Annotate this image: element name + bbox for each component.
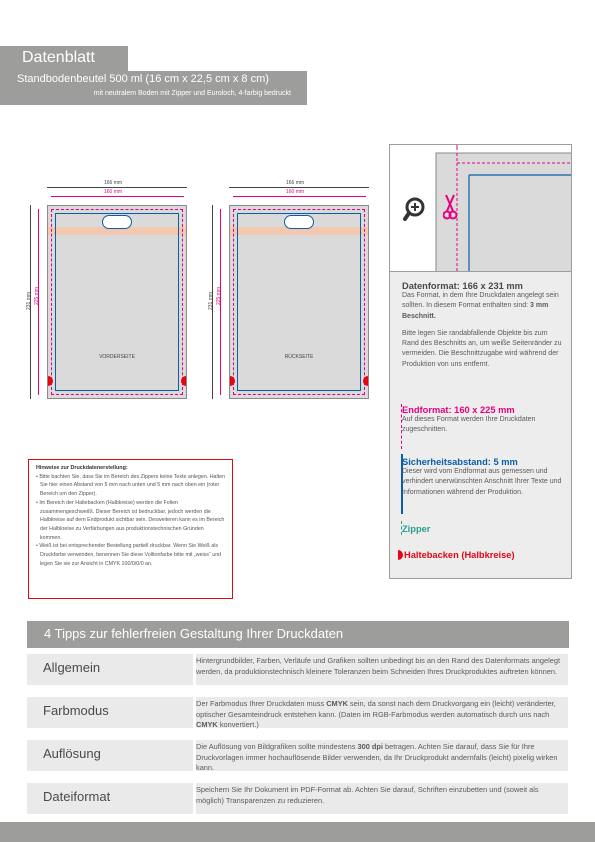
width-inner-line [233,196,366,197]
tip-text-part: Der Farbmodus Ihrer Druckdaten muss [196,699,327,708]
width-inner-label: 160 mm [104,189,123,195]
tip-text-bold: CMYK [326,699,348,708]
haltebacken-label: Haltebacken (Halbkreise) [404,550,515,560]
datenformat-text-1: Das Format, in dem Ihre Druckdaten angelegt sein sollten. In diesem Format enthalten sind: [402,292,559,310]
tip-label-allgemein: Allgemein [27,654,193,685]
tips-heading: 4 Tipps zur fehlerfreien Gestaltung Ihrer Druckdaten [27,621,569,648]
height-inner-label: 225 mm [34,286,40,306]
front-dieline [20,178,200,408]
height-inner-line [220,209,221,395]
sicherheit-title: Sicherheitsabstand: 5 mm [402,457,518,467]
datenformat-title: Datenformat: 166 x 231 mm [402,281,523,291]
bag-safety-area [55,213,179,391]
note-item: • Im Bereich der Haltebacken (Halbkreise) werden die Folien zusammengeschweißt. Dieser Bereich ist bedruckbar, jedoch werden die Halbkreise auf dem Endprodukt sichtbar sein. Desweiteren kann es im Bereich der Halbkreise zu Verfärbungen aus produktionstechnischen Gründen kommen. [36,499,225,541]
bag-safety-area [237,213,361,391]
width-outer-line [47,187,187,188]
half-circle-icon [181,376,186,386]
tip-text-aufloesung [196,740,568,771]
tip-text-bold: CMYK [196,720,218,730]
tip-text-part: konvertiert.) [217,720,259,730]
endformat-text: Auf dieses Format werden Ihre Druckdaten zugeschnitten. [402,416,536,434]
tip-text-part: Die Auflösung von Bildgrafiken sollte mindestens [196,742,358,751]
tip-text-allgemein: Hintergrundbilder, Farben, Verläufe und Grafiken sollten unbedingt bis an den Rand des Datenformats angelegt werden, da produktionstechnisch kleinere Toleranzen beim Schneiden Ihres Druckproduktes auftreten können. [196,654,568,685]
euro-hole [102,215,132,229]
zipper-label: Zipper [402,524,431,534]
note-item: • Weiß ist bei entsprechender Bestellung partiell druckbar. Wenn Sie Weiß als Druckfarbe verwenden, benennen Sie diese Volltonfarbe bitte mit „weiss“ und legen Sie sie zur Ansicht in CMYK 100/0/0/0 an. [36,543,222,567]
note-item: • Bitte bachten Sie, dass Sie im Bereich des Zippers keine Texte anlegen. Halten Sie hier einen Abstand von 5 mm nach unten und 5 mm nach oben ein (roter Bereich um den Zipper). [36,473,226,498]
product-subtitle: mit neutralem Boden mit Zipper und Euroloch, 4-farbig bedruckt [93,90,291,97]
height-inner-label: 225 mm [216,286,222,306]
sicherheit-block [402,457,564,498]
height-outer-line [30,205,31,399]
legend-panel [389,144,572,579]
zoom-in-icon [403,197,427,223]
width-outer-label: 166 mm [286,180,305,186]
notes-heading: Hinweise zur Druckdatenerstellung: [36,465,128,471]
print-notes-box [28,459,233,599]
product-title-bar [0,71,307,105]
endformat-block [402,405,564,436]
datenformat-text [402,291,564,322]
half-circle-icon [363,376,368,386]
height-outer-label: 231 mm [26,291,32,311]
tip-text-part: sein, da sonst nach dem Druckvorgang ein (leicht) veränderter, optischer Gesamteindruck entstehen kann. (Daten im RGB-Farbmodus werden automatisch durch uns nach [196,699,556,719]
datenformat-text-bold: 3 mm Beschnitt. [402,302,549,320]
euro-hole [284,215,314,229]
width-outer-label: 166 mm [104,180,123,186]
zoom-detail [390,145,571,272]
product-title: Standbodenbeutel 500 ml (16 cm x 22,5 cm x 8 cm) [17,73,269,85]
endformat-title: Endformat: 160 x 225 mm [402,405,515,415]
tip-text-dateiformat: Speichern Sie Ihr Dokument im PDF-Format ab. Achten Sie darauf, Schriften einzubetten und (soweit als möglich) Transparenzen zu reduzieren. [196,783,568,814]
tip-label-farbmodus: Farbmodus [27,697,193,728]
front-label: VORDERSEITE [99,354,135,360]
height-inner-line [38,209,39,395]
width-outer-line [229,187,369,188]
height-outer-label: 231 mm [208,291,214,311]
height-outer-line [212,205,213,399]
datenformat-text-2: Bitte legen Sie randabfallende Objekte bis zum Rand des Beschnitts an, um weiße Seitenränder zu vermeiden. Die Beschnittzugabe wird während der Produktion von uns entfernt. [402,329,562,368]
width-inner-line [51,196,184,197]
tip-text-bold: 300 dpi [357,742,383,751]
width-inner-label: 160 mm [286,189,305,195]
scissors-icon [443,193,457,223]
tip-text-farbmodus [196,697,568,728]
sicherheit-text: Dieser wird vom Endformat aus gemessen und verhindert unerwünschten Anschnitt Ihrer Texte und Informationen während der Produktion. [402,468,562,496]
tip-label-dateiformat: Dateiformat [27,783,193,814]
back-label: RÜCKSEITE [284,354,314,360]
footer-bar [0,822,595,842]
datenformat-block [402,281,564,370]
half-circle-icon [398,550,403,560]
back-dieline [202,178,382,408]
tip-label-aufloesung: Auflösung [27,740,193,771]
tip-text-part: betragen. Achten Sie darauf, dass Sie für Ihre Druckvorlagen immer hochauflösende Bilder verwenden, da Ihr Druckprodukt andernfalls (leicht) pixelig wirken kann. [196,742,558,773]
datasheet-tab: Datenblatt [0,46,128,71]
